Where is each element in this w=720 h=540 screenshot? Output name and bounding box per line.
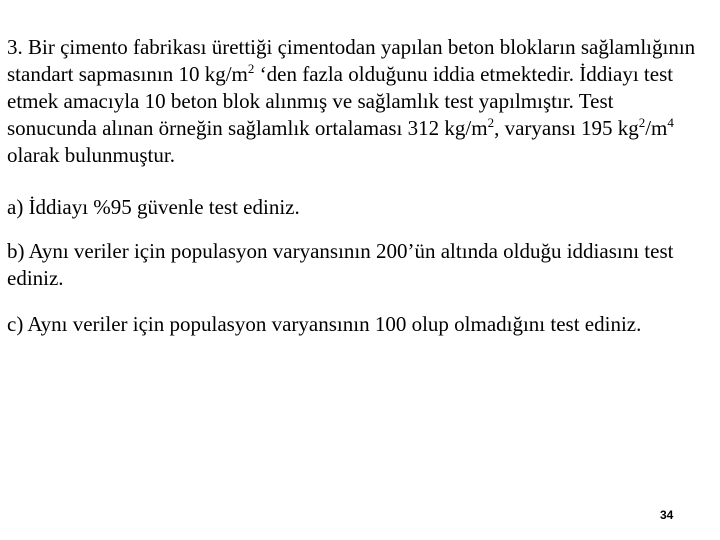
- exponent: 4: [667, 115, 674, 130]
- problem-text-5: olarak bulunmuştur.: [7, 143, 175, 167]
- problem-text-1: 3. Bir çimento fabrikası ürettiği çimentodan yapılan beton blokların sağlamlığının standart sapmasının 10 kg/m: [7, 35, 696, 86]
- problem-statement: [7, 34, 697, 169]
- exponent: 2: [638, 115, 646, 130]
- exponent: 2: [247, 61, 255, 76]
- exponent: 2: [487, 115, 495, 130]
- problem-text-2: ‘den fazla olduğunu iddia etmektedir. İddiayı test etmek amacıyla 10 beton blok alınmış ve sağlamlık test yapılmıştır. Test sonucunda alınan örneğin sağlamlık ortalaması 312 kg/m: [7, 62, 674, 140]
- question-b: b) Aynı veriler için populasyon varyansının 200’ün altında olduğu iddiasını test ediniz.: [7, 239, 674, 290]
- page-number: 34: [660, 508, 674, 522]
- problem-text-3: , varyansı 195 kg: [494, 116, 639, 140]
- problem-text-4: /m: [645, 116, 668, 140]
- question-a: a) İddiayı %95 güvenle test ediniz.: [7, 195, 300, 219]
- question-c: c) Aynı veriler için populasyon varyansının 100 olup olmadığını test ediniz.: [7, 312, 642, 336]
